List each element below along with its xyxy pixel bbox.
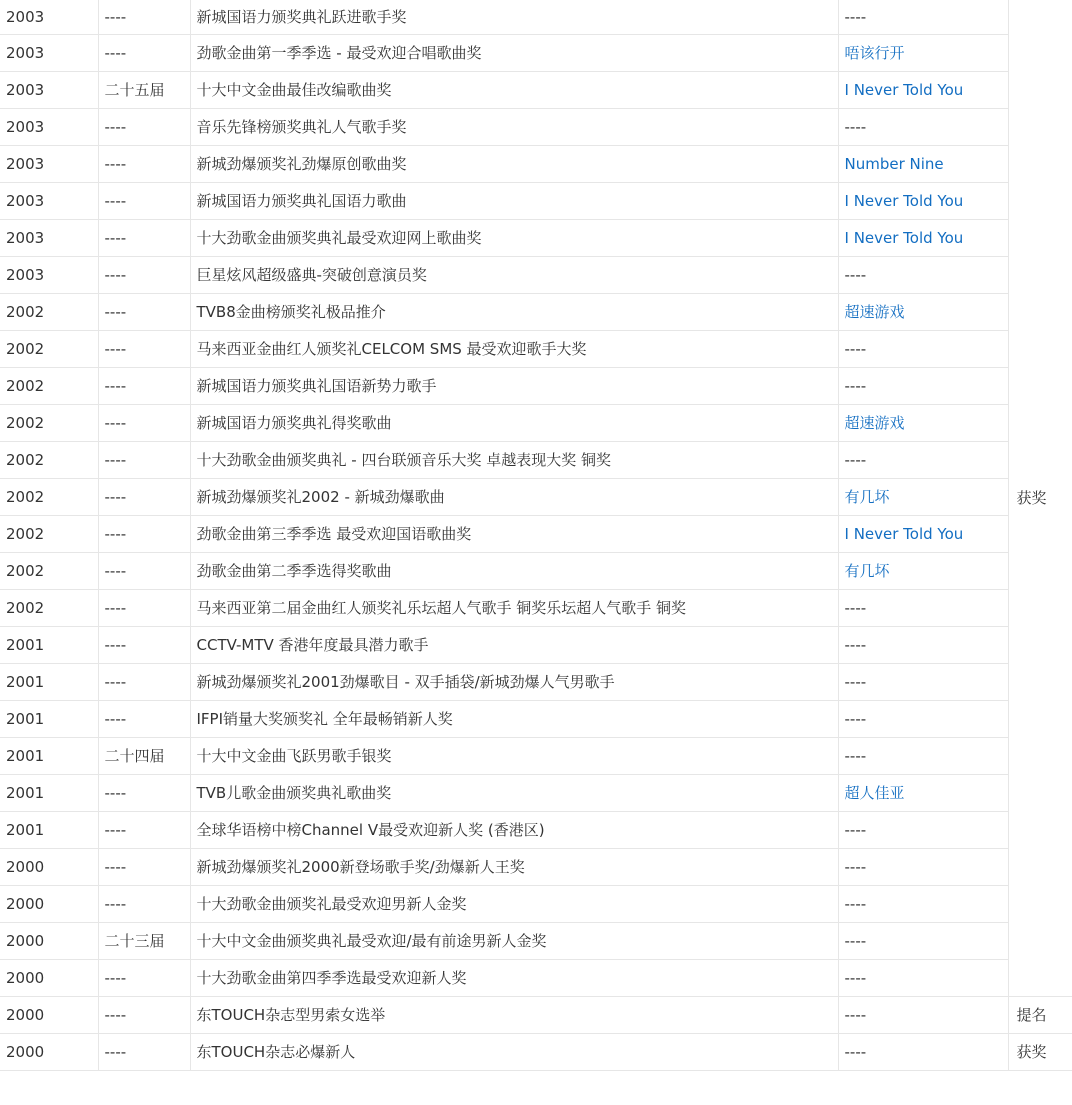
award-name-cell: 新城国语力颁奖典礼得奖歌曲	[190, 404, 838, 441]
table-row	[0, 367, 1072, 404]
song-text: ----	[844, 1042, 867, 1061]
song-link[interactable]: I Never Told You	[844, 191, 964, 210]
session-cell: ----	[98, 293, 190, 330]
award-name-cell: 劲歌金曲第二季季选得奖歌曲	[190, 552, 838, 589]
song-cell	[838, 811, 1008, 848]
award-name-cell: 东TOUCH杂志型男索女选举	[190, 996, 838, 1033]
year-cell: 2003	[0, 256, 98, 293]
song-cell	[838, 145, 1008, 182]
table-row	[0, 441, 1072, 478]
year-cell: 2003	[0, 145, 98, 182]
song-link[interactable]: I Never Told You	[844, 80, 964, 99]
year-cell: 2002	[0, 515, 98, 552]
award-name-cell: 全球华语榜中榜Channel V最受欢迎新人奖 (香港区)	[190, 811, 838, 848]
table-row	[0, 774, 1072, 811]
song-cell	[838, 774, 1008, 811]
session-cell: ----	[98, 256, 190, 293]
session-cell: ----	[98, 811, 190, 848]
song-text: ----	[844, 709, 867, 728]
song-cell	[838, 589, 1008, 626]
song-cell	[838, 182, 1008, 219]
song-cell	[838, 626, 1008, 663]
year-cell: 2003	[0, 71, 98, 108]
table-row	[0, 626, 1072, 663]
session-cell: ----	[98, 774, 190, 811]
song-text: ----	[844, 857, 867, 876]
session-cell: ----	[98, 404, 190, 441]
song-cell	[838, 330, 1008, 367]
award-name-cell: 新城劲爆颁奖礼2001劲爆歌目 - 双手插袋/新城劲爆人气男歌手	[190, 663, 838, 700]
song-cell	[838, 515, 1008, 552]
table-row	[0, 330, 1072, 367]
session-cell: ----	[98, 1033, 190, 1070]
year-cell: 2000	[0, 885, 98, 922]
session-cell: ----	[98, 478, 190, 515]
table-row	[0, 515, 1072, 552]
song-cell	[838, 478, 1008, 515]
song-text: ----	[844, 672, 867, 691]
result-cell-won: 获奖	[1008, 1033, 1072, 1070]
year-cell: 2002	[0, 293, 98, 330]
year-cell: 2000	[0, 996, 98, 1033]
song-link[interactable]: 超速游戏	[844, 414, 905, 432]
song-cell	[838, 663, 1008, 700]
result-cell-nominated: 提名	[1008, 996, 1072, 1033]
session-cell: ----	[98, 219, 190, 256]
session-cell: ----	[98, 0, 190, 34]
song-cell	[838, 1033, 1008, 1070]
table-row	[0, 219, 1072, 256]
session-cell: ----	[98, 34, 190, 71]
song-cell	[838, 293, 1008, 330]
table-row	[0, 959, 1072, 996]
year-cell: 2003	[0, 0, 98, 34]
song-cell	[838, 71, 1008, 108]
award-name-cell: 十大劲歌金曲颁奖典礼 - 四台联颁音乐大奖 卓越表现大奖 铜奖	[190, 441, 838, 478]
session-cell: ----	[98, 441, 190, 478]
table-row	[0, 108, 1072, 145]
year-cell: 2000	[0, 959, 98, 996]
table-row	[0, 663, 1072, 700]
session-cell: ----	[98, 552, 190, 589]
award-name-cell: 十大中文金曲颁奖典礼最受欢迎/最有前途男新人金奖	[190, 922, 838, 959]
song-cell	[838, 108, 1008, 145]
table-row	[0, 552, 1072, 589]
song-cell	[838, 996, 1008, 1033]
song-cell	[838, 885, 1008, 922]
song-text: ----	[844, 376, 867, 395]
year-cell: 2000	[0, 1033, 98, 1070]
year-cell: 2002	[0, 552, 98, 589]
award-name-cell: 十大中文金曲最佳改编歌曲奖	[190, 71, 838, 108]
table-row	[0, 256, 1072, 293]
year-cell: 2001	[0, 737, 98, 774]
year-cell: 2003	[0, 219, 98, 256]
year-cell: 2002	[0, 441, 98, 478]
song-link[interactable]: I Never Told You	[844, 228, 964, 247]
session-cell: ----	[98, 515, 190, 552]
award-name-cell: 新城劲爆颁奖礼劲爆原创歌曲奖	[190, 145, 838, 182]
song-cell	[838, 404, 1008, 441]
song-cell	[838, 256, 1008, 293]
table-row	[0, 848, 1072, 885]
session-cell: ----	[98, 663, 190, 700]
song-cell	[838, 219, 1008, 256]
table-row	[0, 996, 1072, 1033]
year-cell: 2001	[0, 811, 98, 848]
song-text: ----	[844, 117, 867, 136]
award-name-cell: 新城国语力颁奖典礼国语力歌曲	[190, 182, 838, 219]
year-cell: 2002	[0, 330, 98, 367]
session-cell: ----	[98, 848, 190, 885]
song-text: ----	[844, 339, 867, 358]
table-row	[0, 145, 1072, 182]
table-row	[0, 885, 1072, 922]
song-cell	[838, 959, 1008, 996]
result-cell-merged: 获奖	[1008, 0, 1072, 996]
award-name-cell: CCTV-MTV 香港年度最具潜力歌手	[190, 626, 838, 663]
song-cell	[838, 552, 1008, 589]
session-cell: ----	[98, 996, 190, 1033]
session-cell: ----	[98, 700, 190, 737]
year-cell: 2001	[0, 774, 98, 811]
year-cell: 2002	[0, 404, 98, 441]
song-text: ----	[844, 635, 867, 654]
song-cell	[838, 34, 1008, 71]
song-cell	[838, 0, 1008, 34]
award-name-cell: 巨星炫风超级盛典-突破创意演员奖	[190, 256, 838, 293]
award-name-cell: 新城劲爆颁奖礼2002 - 新城劲爆歌曲	[190, 478, 838, 515]
award-name-cell: 音乐先锋榜颁奖典礼人气歌手奖	[190, 108, 838, 145]
song-link[interactable]: 有几坏	[844, 488, 890, 506]
session-cell: ----	[98, 108, 190, 145]
table-row	[0, 71, 1072, 108]
award-name-cell: 劲歌金曲第一季季选 - 最受欢迎合唱歌曲奖	[190, 34, 838, 71]
song-text: ----	[844, 598, 867, 617]
year-cell: 2003	[0, 108, 98, 145]
year-cell: 2003	[0, 182, 98, 219]
table-row	[0, 182, 1072, 219]
song-text: ----	[844, 931, 867, 950]
song-link[interactable]: Number Nine	[844, 154, 944, 173]
year-cell: 2001	[0, 626, 98, 663]
award-name-cell: 十大劲歌金曲颁奖典礼最受欢迎网上歌曲奖	[190, 219, 838, 256]
award-name-cell: 十大中文金曲飞跃男歌手银奖	[190, 737, 838, 774]
session-cell: ----	[98, 885, 190, 922]
award-name-cell: 新城劲爆颁奖礼2000新登场歌手奖/劲爆新人王奖	[190, 848, 838, 885]
session-cell: ----	[98, 589, 190, 626]
song-link[interactable]: I Never Told You	[844, 524, 964, 543]
year-cell: 2000	[0, 922, 98, 959]
song-cell	[838, 922, 1008, 959]
table-row	[0, 404, 1072, 441]
award-name-cell: TVB8金曲榜颁奖礼极品推介	[190, 293, 838, 330]
award-name-cell: 十大劲歌金曲颁奖礼最受欢迎男新人金奖	[190, 885, 838, 922]
song-link[interactable]: 有几坏	[844, 562, 890, 580]
year-cell: 2002	[0, 478, 98, 515]
table-row	[0, 811, 1072, 848]
song-text: ----	[844, 894, 867, 913]
year-cell: 2003	[0, 34, 98, 71]
award-name-cell: 新城国语力颁奖典礼国语新势力歌手	[190, 367, 838, 404]
song-link[interactable]: 超速游戏	[844, 303, 905, 321]
session-cell: ----	[98, 330, 190, 367]
year-cell: 2001	[0, 663, 98, 700]
song-cell	[838, 848, 1008, 885]
award-name-cell: 十大劲歌金曲第四季季选最受欢迎新人奖	[190, 959, 838, 996]
song-link[interactable]: 唔该行开	[844, 44, 905, 62]
award-name-cell: TVB儿歌金曲颁奖典礼歌曲奖	[190, 774, 838, 811]
award-name-cell: 新城国语力颁奖典礼跃进歌手奖	[190, 0, 838, 34]
song-text: ----	[844, 450, 867, 469]
song-text: ----	[844, 265, 867, 284]
award-name-cell: 劲歌金曲第三季季选 最受欢迎国语歌曲奖	[190, 515, 838, 552]
award-name-cell: 马来西亚第二届金曲红人颁奖礼乐坛超人气歌手 铜奖乐坛超人气歌手 铜奖	[190, 589, 838, 626]
session-cell: ----	[98, 959, 190, 996]
table-row	[0, 1033, 1072, 1070]
song-cell	[838, 367, 1008, 404]
year-cell: 2001	[0, 700, 98, 737]
year-cell: 2000	[0, 848, 98, 885]
song-link[interactable]: 超人佳亚	[844, 784, 905, 802]
table-row	[0, 34, 1072, 71]
session-cell: 二十四届	[98, 737, 190, 774]
year-cell: 2002	[0, 367, 98, 404]
table-row	[0, 0, 1072, 34]
song-cell	[838, 441, 1008, 478]
table-row	[0, 700, 1072, 737]
song-text: ----	[844, 746, 867, 765]
table-row	[0, 589, 1072, 626]
song-cell	[838, 737, 1008, 774]
song-cell	[838, 700, 1008, 737]
year-cell: 2002	[0, 589, 98, 626]
session-cell: ----	[98, 145, 190, 182]
table-row	[0, 293, 1072, 330]
song-text: ----	[844, 820, 867, 839]
session-cell: ----	[98, 367, 190, 404]
session-cell: ----	[98, 182, 190, 219]
award-name-cell: 东TOUCH杂志必爆新人	[190, 1033, 838, 1070]
table-row	[0, 922, 1072, 959]
session-cell: ----	[98, 626, 190, 663]
table-row	[0, 478, 1072, 515]
table-row	[0, 737, 1072, 774]
song-text: ----	[844, 7, 867, 26]
session-cell: 二十三届	[98, 922, 190, 959]
award-name-cell: IFPI销量大奖颁奖礼 全年最畅销新人奖	[190, 700, 838, 737]
song-text: ----	[844, 968, 867, 987]
session-cell: 二十五届	[98, 71, 190, 108]
song-text: ----	[844, 1005, 867, 1024]
award-name-cell: 马来西亚金曲红人颁奖礼CELCOM SMS 最受欢迎歌手大奖	[190, 330, 838, 367]
